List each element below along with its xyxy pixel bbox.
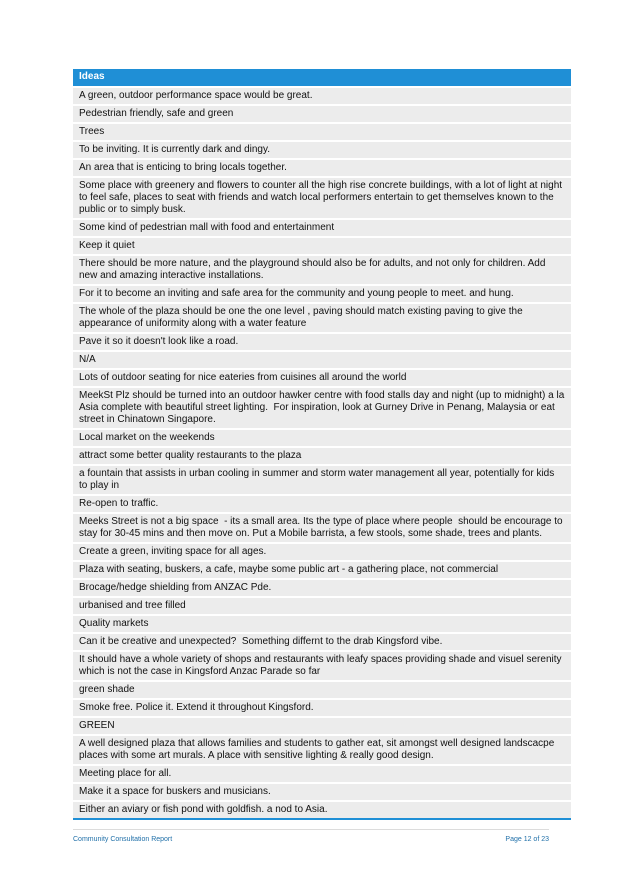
idea-cell: Trees [73,123,571,141]
table-row [73,255,571,285]
table-row [73,717,571,735]
idea-cell: Create a green, inviting space for all ages. [73,543,571,561]
table-row [73,597,571,615]
table-row [73,561,571,579]
idea-cell: a fountain that assists in urban cooling in summer and storm water management all year, potentially for kids to play in [73,465,571,495]
table-row [73,87,571,105]
idea-cell: Some kind of pedestrian mall with food and entertainment [73,219,571,237]
table-row [73,219,571,237]
table-row [73,579,571,597]
idea-cell: Meeting place for all. [73,765,571,783]
table-row [73,801,571,819]
idea-cell: There should be more nature, and the playground should also be for adults, and not only for children. Add new and amazing interactive installations. [73,255,571,285]
table-row [73,285,571,303]
idea-cell: Smoke free. Police it. Extend it throughout Kingsford. [73,699,571,717]
idea-cell: Re-open to traffic. [73,495,571,513]
table-row [73,303,571,333]
table-header-row [73,69,571,87]
table-row [73,633,571,651]
footer-page-number: Page 12 of 23 [505,836,549,843]
idea-cell: Can it be creative and unexpected? Something differnt to the drab Kingsford vibe. [73,633,571,651]
table-row [73,735,571,765]
table-row [73,333,571,351]
idea-cell: An area that is enticing to bring locals together. [73,159,571,177]
table-row [73,495,571,513]
ideas-table [73,69,571,820]
idea-cell: Local market on the weekends [73,429,571,447]
table-row [73,177,571,219]
idea-cell: urbanised and tree filled [73,597,571,615]
table-row [73,543,571,561]
table-row [73,465,571,495]
table-row [73,237,571,255]
table-row [73,105,571,123]
idea-cell: Meeks Street is not a big space - its a small area. Its the type of place where people should be encourage to stay for 30-45 mins and then move on. Put a Mobile barrista, a few stools, some shade, trees and plants. [73,513,571,543]
idea-cell: Plaza with seating, buskers, a cafe, maybe some public art - a gathering place, not commercial [73,561,571,579]
idea-cell: Make it a space for buskers and musicians. [73,783,571,801]
table-row [73,513,571,543]
table-row [73,123,571,141]
table-row [73,429,571,447]
idea-cell: For it to become an inviting and safe area for the community and young people to meet. and hung. [73,285,571,303]
table-row [73,159,571,177]
footer-divider [73,829,549,830]
idea-cell: GREEN [73,717,571,735]
table-row [73,681,571,699]
idea-cell: Pave it so it doesn't look like a road. [73,333,571,351]
table-row [73,615,571,633]
idea-cell: Pedestrian friendly, safe and green [73,105,571,123]
idea-cell: attract some better quality restaurants to the plaza [73,447,571,465]
idea-cell: N/A [73,351,571,369]
table-row [73,765,571,783]
idea-cell: A green, outdoor performance space would be great. [73,87,571,105]
table-row [73,447,571,465]
table-row [73,651,571,681]
ideas-table-body [73,87,571,819]
table-row [73,369,571,387]
table-row [73,351,571,369]
table-row [73,387,571,429]
table-row [73,699,571,717]
table-row [73,783,571,801]
idea-cell: It should have a whole variety of shops and restaurants with leafy spaces providing shade and visuel serenity which is not the case in Kingsford Anzac Parade so far [73,651,571,681]
table-row [73,141,571,159]
footer-report-title: Community Consultation Report [73,836,173,843]
idea-cell: Lots of outdoor seating for nice eateries from cuisines all around the world [73,369,571,387]
idea-cell: MeekSt Plz should be turned into an outdoor hawker centre with food stalls day and night (up to midnight) a la Asia complete with beautiful street lighting. For inspiration, look at Gurney Drive in Penang, Malaysia or eat street in Chinatown Singapore. [73,387,571,429]
idea-cell: green shade [73,681,571,699]
idea-cell: Some place with greenery and flowers to counter all the high rise concrete buildings, with a lot of light at night to feel safe, places to seat with friends and watch local performers entertain to get themselves known to the public or to simply busk. [73,177,571,219]
ideas-column-header: Ideas [73,69,571,87]
idea-cell: Brocage/hedge shielding from ANZAC Pde. [73,579,571,597]
idea-cell: Keep it quiet [73,237,571,255]
idea-cell: To be inviting. It is currently dark and dingy. [73,141,571,159]
idea-cell: A well designed plaza that allows families and students to gather eat, sit amongst well designed landscacpe places with some art murals. A place with sensitive lighting & really good design. [73,735,571,765]
idea-cell: Quality markets [73,615,571,633]
idea-cell: Either an aviary or fish pond with goldfish. a nod to Asia. [73,801,571,819]
idea-cell: The whole of the plaza should be one the one level , paving should match existing paving to give the appearance of uniformity along with a water feature [73,303,571,333]
